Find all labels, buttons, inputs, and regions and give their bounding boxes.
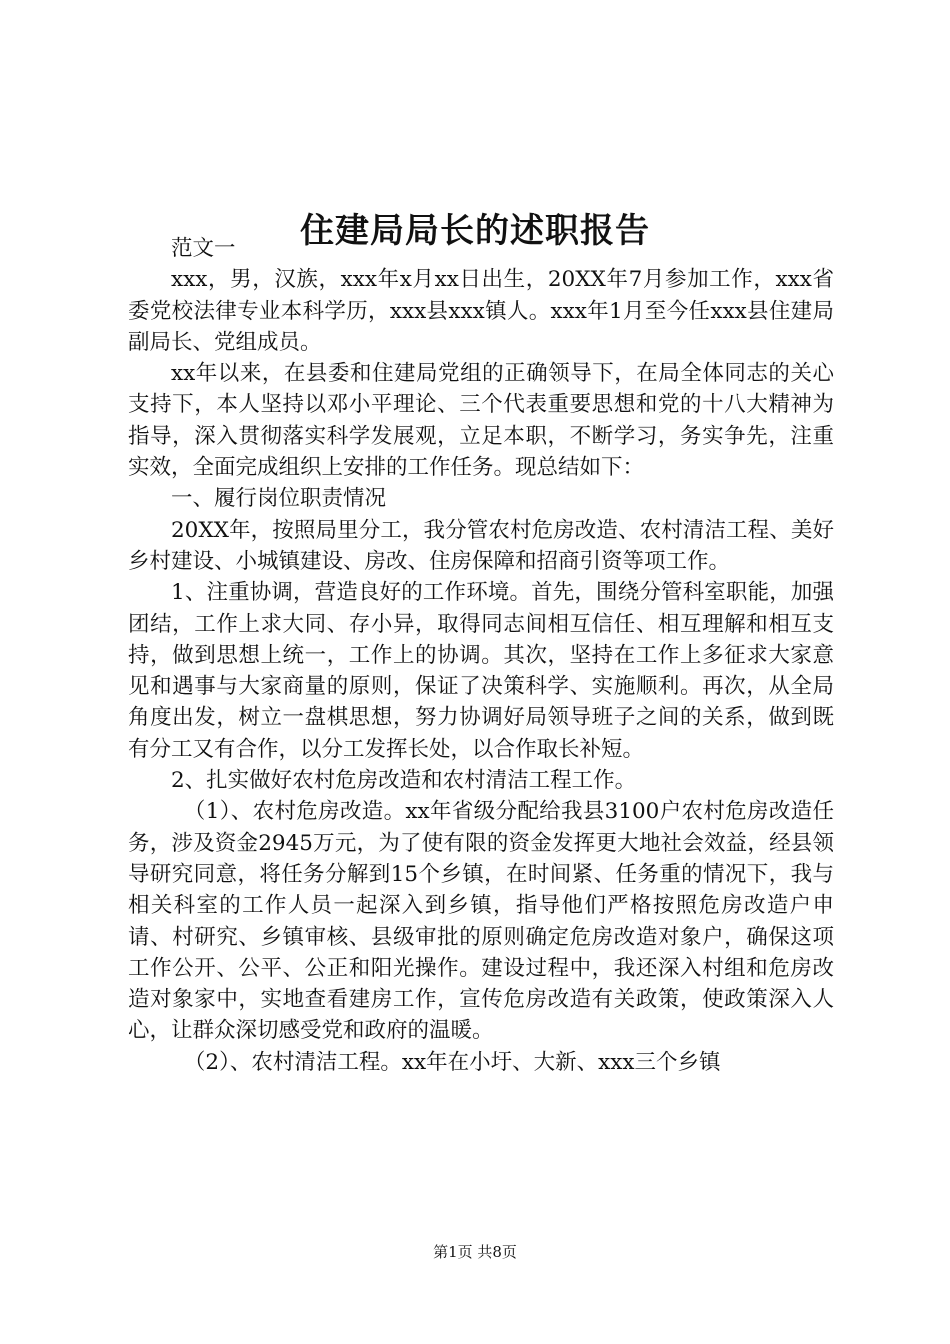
paragraph: 一、履行岗位职责情况 [171,486,387,512]
paragraph: （1）、农村危房改造。xx年省级分配给我县3100户农村危房改造任务，涉及资金2945万元，为了使有限的资金发挥更大地社会效益，经县领导研究同意，将任务分解到15个乡镇，在时间紧、任务重的情况下，我与相关科室的工作人员一起深入到乡镇，指导他们严格按照危房改造户申请、村研究、乡镇审核、县级审批的原则确定危房改造对象户，确保这项工作公开、公平、公正和阳光操作。建设过程中，我还深入村组和危房改造对象家中，实地查看建房工作，宣传危房改造有关政策，使政策深入人心，让群众深切感受党和政府的温暖。 [128,799,834,1044]
paragraph: 范文一 [171,236,236,261]
paragraph: （2）、农村清洁工程。xx年在小圩、大新、xxx三个乡镇 [183,1049,721,1075]
document-title: 住建局局长的述职报告 [300,210,650,251]
paragraph: 20XX年，按照局里分工，我分管农村危房改造、农村清洁工程、美好乡村建设、小城镇建设、房改、住房保障和招商引资等项工作。 [128,517,834,574]
document-body [128,233,834,1078]
paragraph: xxx，男，汉族，xxx年x月xx日出生，20XX年7月参加工作，xxx省委党校法律专业本科学历，xxx县xxx镇人。xxx年1月至今任xxx县住建局副局长、党组成员。 [128,267,834,355]
paragraph: xx年以来，在县委和住建局党组的正确领导下，在局全体同志的关心支持下，本人坚持以邓小平理论、三个代表重要思想和党的十八大精神为指导，深入贯彻落实科学发展观，立足本职，不断学习，务实争先，注重实效，全面完成组织上安排的工作任务。现总结如下： [128,361,834,481]
paragraph: 2、扎实做好农村危房改造和农村清洁工程工作。 [171,768,637,794]
page-footer: 第1页 共8页 [433,1243,517,1261]
paragraph: 1、注重协调，营造良好的工作环境。首先，围绕分管科室职能，加强团结，工作上求大同、存小异，取得同志间相互信任、相互理解和相互支持，做到思想上统一，工作上的协调。其次，坚持在工作上多征求大家意见和遇事与大家商量的原则，保证了决策科学、实施顺利。再次，从全局角度出发，树立一盘棋思想，努力协调好局领导班子之间的关系，做到既有分工又有合作，以分工发挥长处，以合作取长补短。 [128,580,834,762]
